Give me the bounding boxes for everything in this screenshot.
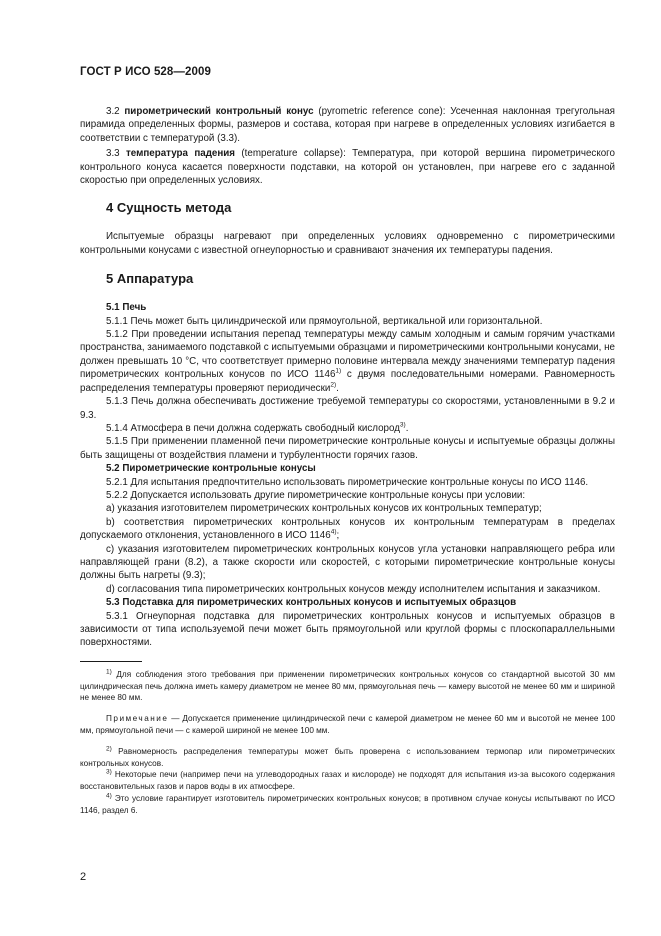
note-text: — Допускается применение цилиндрической печи с камерой диаметром не менее 60 мм и высотой не менее 100 мм, прямоугольной печи — с камерой шириной не менее 100 мм. <box>80 714 615 735</box>
term-3-2-number: 3.2 <box>106 106 120 117</box>
term-3-3-title: температура падения <box>126 148 236 160</box>
footnote-1 <box>80 669 615 704</box>
footnote-ref-1: 1) <box>335 368 342 376</box>
list-item-b-text: b) соответствия пирометрических контрольных конусов их контрольным температурам в пределах допускаемого отклонения, установленного в ИСО 1146 <box>80 516 615 542</box>
clause-5-3-1: 5.3.1 Огнеупорная подставка для пирометрических контрольных конусов и испытуемых образцов в зависимости от типа используемой печи может быть прямоугольной или круглой формы с плоскопараллельными поверхностями. <box>80 610 615 649</box>
footnote-3-mark: 3) <box>106 768 112 776</box>
footnote-4-text: Это условие гарантирует изготовитель пирометрических контрольных конусов; в противном случае конусы испытывают по ИСО 1146, раздел 6. <box>80 793 615 815</box>
footnote-2-mark: 2) <box>106 745 112 753</box>
section-5-heading: 5 Аппаратура <box>106 271 194 287</box>
document-header: ГОСТ Р ИСО 528—2009 <box>80 66 212 78</box>
list-item-a: а) указания изготовителем пирометрических контрольных конусов их контрольных температур; <box>106 503 542 515</box>
footnote-4 <box>80 793 615 817</box>
footnote-ref-2: 2) <box>330 381 337 389</box>
clause-5-2-2: 5.2.2 Допускается использовать другие пирометрические контрольные конусы при условии: <box>106 489 526 501</box>
list-item-b <box>80 516 615 543</box>
footnote-3 <box>80 769 615 793</box>
note-label: Примечание <box>106 714 169 724</box>
clause-5-1-4-end: . <box>405 422 409 434</box>
subsection-5-3-title <box>80 596 615 609</box>
footnote-2 <box>80 746 615 770</box>
subsection-5-1-title <box>80 301 615 314</box>
list-item-d: d) согласования типа пирометрических контрольных конусов между исполнителем испытания и заказчиком. <box>106 583 601 595</box>
clause-5-1-4 <box>80 422 615 435</box>
term-3-2-text: (pyrometric reference cone): Усеченная наклонная трегугольная пирамида определенных формы, размеров и состава, которая при нагреве в определенных условиях изгибается в соответствии с температурой (3.3). <box>80 106 615 144</box>
list-item-c: с) указания изготовителем пирометрических контрольных конусов угла установки направляющего ребра или направляющей грани (8.2), а также скорости или скоростей, с которыми пирометрические контрольные конусы должны быть нагреты (9.3); <box>80 543 615 582</box>
clause-5-1-2-text-a: 5.1.2 При проведении испытания перепад температуры между самым холодным и самым горячим участками пространства, занимаемого подставкой с испытуемыми образцами и пирометрическими контрольными конусами, не должен превышать 10 °С, что соответствует примерно половине интервала между значениями температур падения пирометрических контрольных конусов по ИСО 1146 <box>80 329 615 381</box>
list-item-b-end: ; <box>336 530 340 542</box>
clause-5-1-2-text-b: с двумя последовательными номерами. Равномерность распределения температуры проверяют периодически <box>80 369 615 394</box>
page-number: 2 <box>80 871 87 883</box>
footnote-3-text: Некоторые печи (например печи на углеводородных газах и кислороде) не подходят для испытания из-за высокого содержания восстановительных газов и паров воды в их атмосфере. <box>80 770 615 792</box>
clause-5-1-2-text-c: . <box>336 382 339 394</box>
clause-5-1-3: 5.1.3 Печь должна обеспечивать достижение требуемой температуры со скоростями, установленными в 9.2 и 9.3. <box>80 396 615 421</box>
subsection-5-3-title-text: 5.3 Подставка для пирометрических контрольных конусов и испытуемых образцов <box>106 597 517 609</box>
term-3-2 <box>80 105 615 145</box>
term-3-3-number: 3.3 <box>106 148 120 160</box>
footnote-ref-3: 3) <box>399 421 406 429</box>
clause-5-1-4-text: 5.1.4 Атмосфера в печи должна содержать свободный кислород <box>106 422 400 434</box>
section-4-text: Испытуемые образцы нагревают при определенных условиях одновременно с пирометрическими контрольными конусами с известной огнеупорностью и сравнивают значения их температуры падения. <box>80 231 615 256</box>
term-3-3-text: (temperature collapse): Температура, при которой вершина пирометрического контрольного конуса касается поверхности подставки, на которой он установлен, при нагреве его с заданной скоростью при определенных условиях. <box>80 148 615 187</box>
clause-5-1-1: 5.1.1 Печь может быть цилиндрической или прямоугольной, вертикальной или горизонтальной. <box>106 315 543 327</box>
clause-5-2-1: 5.2.1 Для испытания предпочтительно использовать пирометрические контрольные конусы по ИСО 1146. <box>106 476 589 488</box>
footnote-divider <box>80 661 142 662</box>
term-3-2-title: пирометрический контрольный конус <box>124 106 314 117</box>
footnote-1-text: Для соблюдения этого требования при применении пирометрических контрольных конусов со стандартной высотой 30 мм цилиндрическая печь должна иметь камеру диаметром не менее 80 мм, прямоугольная печь — камеру высотой не менее 60 мм и шириной не менее 80 мм. <box>80 669 615 703</box>
footnote-4-mark: 4) <box>106 792 112 800</box>
footnote-1-mark: 1) <box>106 668 112 676</box>
term-3-3 <box>80 147 615 187</box>
subsection-5-1-title-text: 5.1 Печь <box>106 302 147 314</box>
clause-5-1-5: 5.1.5 При применении пламенной печи пирометрические контрольные конусы и испытуемые образцы должны быть защищены от воздействия пламени и турбулентности горячих газов. <box>80 436 615 461</box>
section-4-heading: 4 Сущность метода <box>106 200 232 216</box>
footnotes <box>80 669 615 817</box>
clause-5-1-2 <box>80 328 615 395</box>
footnote-note <box>80 713 615 737</box>
footnote-2-text: Равномерность распределения температуры может быть проверена с использованием термопар или пирометрических контрольных конусов. <box>80 746 615 768</box>
subsection-5-2-title-text: 5.2 Пирометрические контрольные конусы <box>106 463 316 475</box>
footnote-ref-4: 4) <box>330 528 337 536</box>
subsection-5-2-title <box>80 462 615 475</box>
